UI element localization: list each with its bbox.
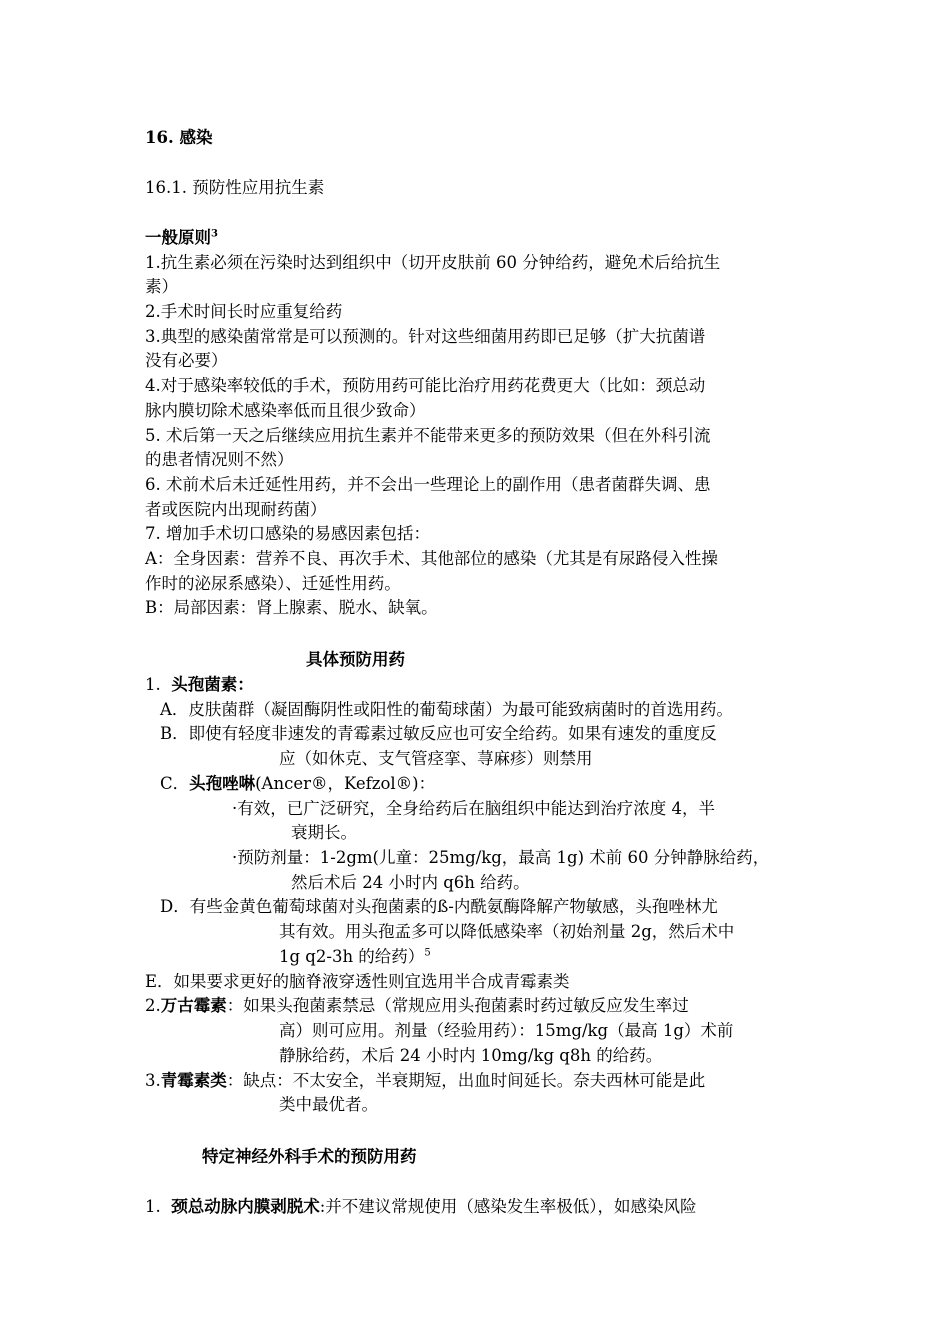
item-number: 1. — [145, 675, 161, 694]
general-line-15: B：局部因素：肾上腺素、脱水、缺氧。 — [145, 598, 438, 617]
cephalosporin-d-1: D．有些金黄色葡萄球菌对头孢菌素的ß-内酰氨酶降解产物敏感，头孢唑林尤 — [160, 897, 718, 916]
cephalosporin-b-1: B．即使有轻度非速发的青霉素过敏反应也可安全给药。如果有速发的重度反 — [160, 724, 717, 743]
cefazolin-bullet-1-line-1: ·有效，已广泛研究，全身给药后在脑组织中能达到治疗浓度 4，半 — [232, 799, 715, 818]
vancomycin-text-1: ：如果头孢菌素禁忌（常规应用头孢菌素时药过敏反应发生率过 — [226, 996, 689, 1015]
penicillin-line-2: 类中最优者。 — [279, 1095, 378, 1114]
section-heading: 16.1. 预防性应用抗生素 — [145, 178, 325, 197]
general-line-4: 3.典型的感染菌常常是可以预测的。针对这些细菌用药即已足够（扩大抗菌谱 — [145, 327, 706, 346]
cefazolin-prefix: C． — [160, 774, 190, 793]
endarterectomy-label: 颈总动脉内膜剥脱术 — [171, 1197, 320, 1216]
neurosurgery-title: 特定神经外科手术的预防用药 — [202, 1147, 417, 1166]
endarterectomy-line — [145, 1195, 697, 1219]
vancomycin-line-1 — [145, 994, 689, 1018]
penicillin-label: 青霉素类 — [160, 1071, 227, 1090]
general-line-12: 7. 增加手术切口感染的易感因素包括： — [145, 524, 430, 543]
penicillin-line-1 — [145, 1069, 705, 1093]
general-line-9: 的患者情况则不然） — [145, 450, 294, 469]
general-line-5: 没有必要） — [145, 351, 228, 370]
general-line-13: A：全身因素：营养不良、再次手术、其他部位的感染（尤其是有尿路侵入性操 — [145, 549, 718, 568]
cefazolin-bullet-2-line-2: 然后术后 24 小时内 q6h 给药。 — [291, 873, 530, 892]
citation-superscript: 5 — [424, 947, 431, 959]
general-line-2: 素） — [145, 277, 178, 296]
general-principles-title-text: 一般原则 — [145, 228, 211, 247]
vancomycin-line-2: 高）则可应用。剂量（经验用药）：15mg/kg（最高 1g）术前 — [279, 1021, 734, 1040]
cefazolin-label: 头孢唑啉 — [189, 774, 256, 793]
cefazolin-bullet-2-line-1: ·预防剂量：1-2gm(儿童：25mg/kg，最高 1g) 术前 60 分钟静脉给药， — [232, 848, 770, 867]
citation-superscript: 3 — [211, 228, 218, 240]
general-principles-title — [145, 226, 218, 250]
endarterectomy-text: :并不建议常规使用（感染发生率极低），如感染风险 — [319, 1197, 697, 1216]
cephalosporin-e: E．如果要求更好的脑脊液穿透性则宜选用半合成青霉素类 — [145, 972, 570, 991]
penicillin-text-1: ：缺点：不太安全，半衰期短，出血时间延长。奈夫西林可能是此 — [226, 1071, 706, 1090]
specific-title: 具体预防用药 — [306, 650, 405, 669]
cephalosporin-d-2: 其有效。用头孢孟多可以降低感染率（初始剂量 2g，然后术中 — [279, 922, 735, 941]
general-line-6: 4.对于感染率较低的手术，预防用药可能比治疗用药花费更大（比如：颈总动 — [145, 376, 706, 395]
cephalosporin-b-2: 应（如休克、支气管痉挛、荨麻疹）则禁用 — [279, 749, 593, 768]
general-line-7: 脉内膜切除术感染率低而且很少致命） — [145, 401, 426, 420]
general-line-10: 6. 术前术后未迁延性用药，并不会出一些理论上的副作用（患者菌群失调、患 — [145, 475, 711, 494]
general-line-8: 5. 术后第一天之后继续应用抗生素并不能带来更多的预防效果（但在外科引流 — [145, 426, 711, 445]
cephalosporin-label: 头孢菌素： — [171, 675, 254, 694]
item-number: 1. — [145, 1197, 161, 1216]
cephalosporin-a: A．皮肤菌群（凝固酶阴性或阳性的葡萄球菌）为最可能致病菌时的首选用药。 — [160, 700, 733, 719]
chapter-heading: 16. 感染 — [145, 128, 213, 147]
general-line-14: 作时的泌尿系感染）、迁延性用药。 — [145, 574, 401, 593]
item-number: 3. — [145, 1071, 161, 1090]
cefazolin-brands: (Ancer®，Kefzol®)： — [255, 774, 436, 793]
vancomycin-line-3: 静脉给药，术后 24 小时内 10mg/kg q8h 的给药。 — [279, 1046, 663, 1065]
item-number: 2. — [145, 996, 161, 1015]
vancomycin-label: 万古霉素 — [160, 996, 227, 1015]
general-line-11: 者或医院内出现耐药菌） — [145, 500, 327, 519]
cefazolin-bullet-1-line-2: 衰期长。 — [291, 823, 357, 842]
cefazolin-heading — [160, 772, 435, 796]
general-line-1: 1.抗生素必须在污染时达到组织中（切开皮肤前 60 分钟给药，避免术后给抗生 — [145, 253, 721, 272]
general-line-3: 2.手术时间长时应重复给药 — [145, 302, 343, 321]
cephalosporin-d-3 — [279, 945, 431, 969]
cephalosporin-d-3-text: 1g q2-3h 的给药） — [279, 947, 425, 966]
cephalosporin-heading — [145, 673, 254, 697]
